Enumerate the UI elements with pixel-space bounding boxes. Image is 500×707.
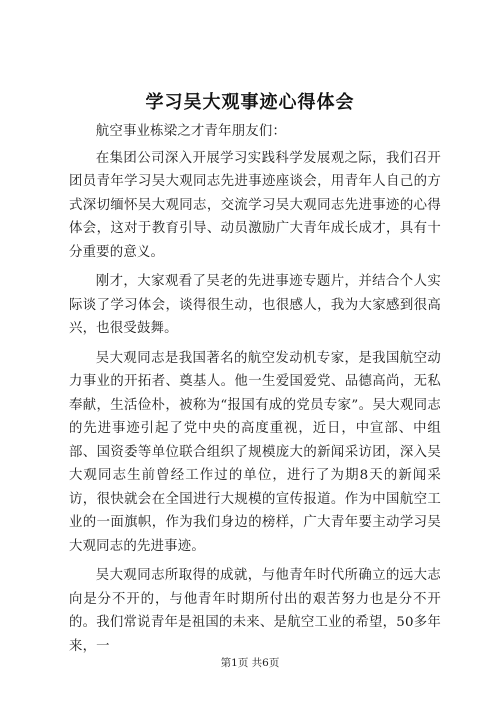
paragraph-2: 刚才，大家观看了吴老的先进事迹专题片，并结合个人实际谈了学习体会，谈得很生动，也很感人，我为大家感到很高兴，也很受鼓舞。 (69, 274, 441, 336)
paragraph-3: 吴大观同志是我国著名的航空发动机专家，是我国航空动力事业的开拓者、奠基人。他一生爱国爱党、品德高尚，无私奉献，生活俭朴，被称为“报国有成的党员专家”。吴大观同志的先进事迹引起了党中央的高度重视，近日，中宣部、中组部、国资委等单位联合组织了规模庞大的新闻采访团，深入吴大观同志生前曾经工作过的单位，进行了为期8天的新闻采访，很快就会在全国进行大规模的宣传报道。作为中国航空工业的一面旗帜，作为我们身边的榜样，广大青年要主动学习吴大观同志的先进事迹。 (69, 350, 441, 554)
salutation: 航空事业栋梁之才青年朋友们： (95, 124, 287, 139)
page-title: 学习吴大观事迹心得体会 (145, 92, 355, 113)
paragraph-4: 吴大观同志所取得的成就，与他青年时代所确立的远大志向是分不开的，与他青年时期所付出的艰苦努力也是分不开的。我们常说青年是祖国的未来、是航空工业的希望，50多年来，一 (69, 568, 441, 654)
paragraph-1: 在集团公司深入开展学习实践科学发展观之际，我们召开团员青年学习吴大观同志先进事迹座谈会，用青年人自己的方式深切缅怀吴大观同志，交流学习吴大观同志先进事迹的心得体会，这对于教育引导、动员激励广大青年成长成才，具有十分重要的意义。 (69, 150, 441, 260)
document-body (69, 120, 441, 664)
page-number-footer: 第1页 共6页 (220, 657, 280, 669)
